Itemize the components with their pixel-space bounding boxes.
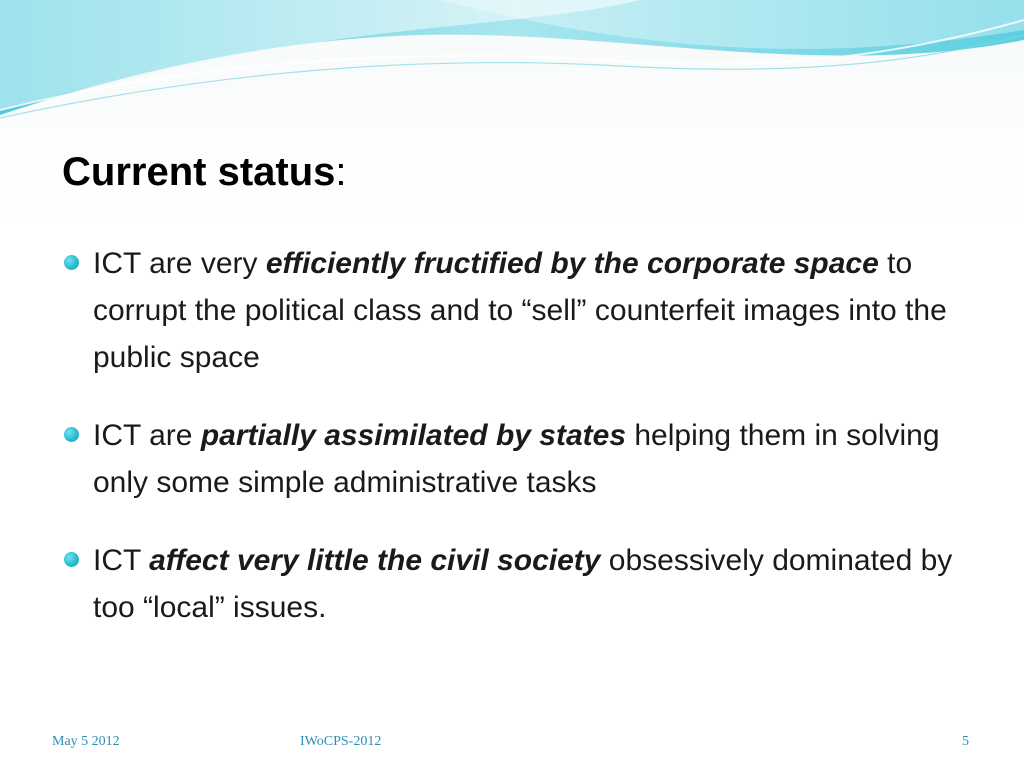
slide-title	[62, 146, 347, 198]
bullet-text-before: ICT are	[93, 419, 201, 452]
footer-event: IWoCPS-2012	[300, 734, 382, 749]
bullet-item	[62, 240, 962, 381]
bullet-item	[62, 412, 962, 506]
bullet-text-before: ICT are very	[93, 247, 266, 280]
bullet-text-after: to corrupt the political class and to “sell” counterfeit images into the public space	[93, 247, 947, 374]
bullet-text-before: ICT	[93, 544, 150, 577]
bullet-dot-icon	[64, 255, 79, 270]
bullet-dot-icon	[64, 427, 79, 442]
bullet-text-after: obsessively dominated by too “local” issues.	[93, 544, 953, 624]
bullet-emphasis: partially assimilated by states	[200, 419, 627, 452]
footer-page-number: 5	[962, 734, 969, 749]
bullet-text-after: helping them in solving only some simple administrative tasks	[93, 419, 940, 499]
bullet-emphasis: affect very little the civil society	[149, 544, 601, 577]
header-wave-decoration	[0, 0, 1024, 130]
footer-date: May 5 2012	[52, 734, 120, 749]
bullet-emphasis: efficiently fructified by the corporate space	[265, 247, 879, 280]
title-bold-text: Current status	[62, 150, 336, 194]
bullet-dot-icon	[64, 552, 79, 567]
title-colon: :	[335, 150, 347, 194]
bullet-list	[62, 240, 962, 662]
bullet-item	[62, 537, 962, 631]
